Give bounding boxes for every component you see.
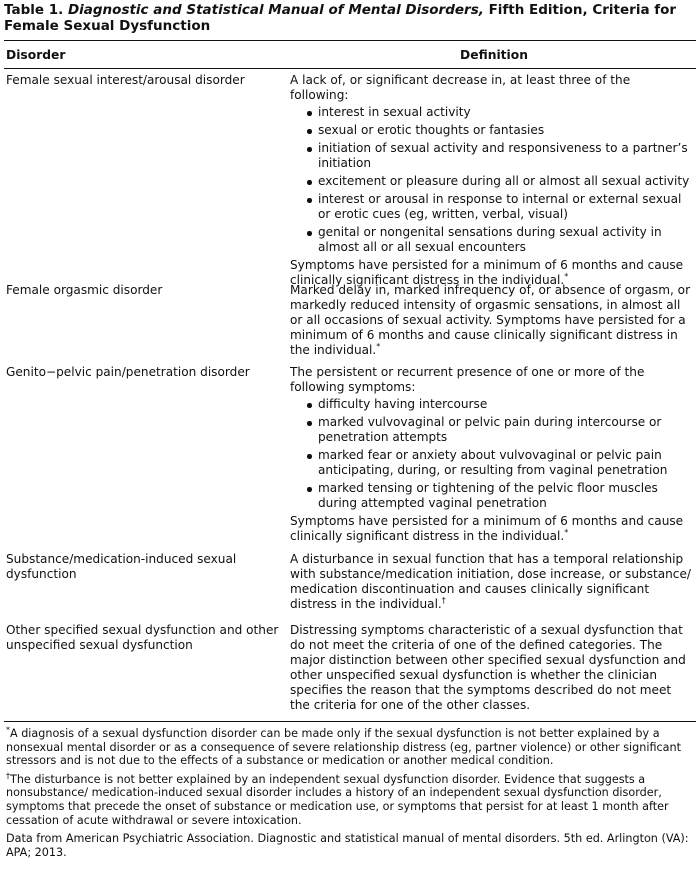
table-row bbox=[4, 623, 696, 721]
footnote-mark: * bbox=[6, 725, 10, 735]
footnote-mark: * bbox=[376, 341, 381, 351]
footnote-text: The disturbance is not better explained by an independent sexual dysfunction disorder. Evidence that suggests a nonsubstance/ medication-induced sexual disorder includes a history of an independent sexual dysfunction disorder, symptoms that precede the onset of substance or medication use, or symptoms that persist for at least 1 month after cessation of acute withdrawal or severe intoxication. bbox=[6, 772, 669, 827]
table-label: Table 1. bbox=[4, 2, 64, 18]
header-disorder: Disorder bbox=[6, 47, 66, 62]
definition-cell bbox=[290, 623, 696, 721]
list-item: excitement or pleasure during all or almost all sexual activity bbox=[306, 174, 692, 189]
list-item: interest in sexual activity bbox=[306, 105, 692, 120]
disorder-cell: Genito−pelvic pain/penetration disorder bbox=[6, 365, 250, 379]
definition-intro: Distressing symptoms characteristic of a sexual dysfunction that do not meet the criteria of one of the defined categories. The major distinction between other specified sexual dysfunction and other unspecified sexual dysfunction is whether the clinician specifies the reason that the symptoms described do not meet the criteria for one of the other classes. bbox=[290, 623, 686, 712]
table-caption bbox=[4, 3, 696, 34]
outro-text: Symptoms have persisted for a minimum of 6 months and cause clinically significant distress in the individual. bbox=[290, 258, 684, 287]
footnote-1 bbox=[4, 727, 696, 768]
bottom-rule bbox=[4, 721, 696, 722]
footnote-mark: † bbox=[441, 595, 446, 605]
table-footnotes bbox=[4, 727, 696, 859]
disorder-cell: Substance/medication-induced sexual dysfunction bbox=[6, 552, 237, 581]
source-note: Data from American Psychiatric Association. Diagnostic and statistical manual of mental disorders. 5th ed. Arlington (VA): APA; 2013. bbox=[6, 832, 689, 859]
definition-intro: The persistent or recurrent presence of one or more of the following symptoms: bbox=[290, 365, 645, 394]
table-row bbox=[4, 552, 696, 623]
caption-title-rest: Fifth Edition, Criteria for Female Sexual Dysfunction bbox=[4, 2, 677, 34]
table-row bbox=[4, 365, 696, 552]
list-item: difficulty having intercourse bbox=[306, 397, 692, 412]
definition-cell bbox=[290, 365, 696, 552]
definition-intro bbox=[290, 552, 692, 612]
definition-outro bbox=[290, 514, 692, 544]
outro-text: Symptoms have persisted for a minimum of 6 months and cause clinically significant distress in the individual. bbox=[290, 514, 684, 543]
definition-cell bbox=[290, 552, 696, 623]
list-item: marked tensing or tightening of the pelvic floor muscles during attempted vaginal penetration bbox=[306, 481, 692, 511]
footnote-mark: * bbox=[564, 527, 569, 537]
list-item: genital or nongenital sensations during sexual activity in almost all or all sexual encounters bbox=[306, 225, 692, 255]
list-item: interest or arousal in response to internal or external sexual or erotic cues (eg, written, verbal, visual) bbox=[306, 192, 692, 222]
list-item: sexual or erotic thoughts or fantasies bbox=[306, 123, 692, 138]
definition-intro: A lack of, or significant decrease in, at least three of the following: bbox=[290, 73, 631, 102]
criteria-list bbox=[290, 105, 692, 255]
footnote-2 bbox=[4, 773, 696, 827]
definition-intro bbox=[290, 283, 692, 358]
table-row bbox=[4, 69, 696, 287]
footnote-mark: † bbox=[6, 771, 10, 781]
intro-text: Marked delay in, marked infrequency of, or absence of orgasm, or markedly reduced intensity of orgasmic sensations, in almost all or all occasions of sexual activity. Symptoms have persisted for a minimum of 6 months and cause clinically significant distress in the individual. bbox=[290, 283, 691, 357]
caption-title-italic: Diagnostic and Statistical Manual of Mental Disorders, bbox=[67, 2, 484, 18]
list-item: initiation of sexual activity and responsiveness to a partner’s initiation bbox=[306, 141, 692, 171]
disorder-cell: Female sexual interest/arousal disorder bbox=[6, 73, 245, 87]
disorder-cell: Female orgasmic disorder bbox=[6, 283, 163, 297]
header-definition: Definition bbox=[460, 47, 528, 62]
list-item: marked fear or anxiety about vulvovaginal or pelvic pain anticipating, during, or resulting from vaginal penetration bbox=[306, 448, 692, 478]
definition-cell bbox=[290, 283, 696, 365]
footnote-mark: * bbox=[564, 271, 569, 281]
list-item: marked vulvovaginal or pelvic pain during intercourse or penetration attempts bbox=[306, 415, 692, 445]
criteria-list bbox=[290, 397, 692, 511]
definition-cell bbox=[290, 73, 696, 287]
table-row bbox=[4, 283, 696, 365]
document-page bbox=[0, 3, 700, 879]
intro-text: A disturbance in sexual function that has a temporal relationship with substance/medication initiation, dose increase, or substance/ medication discontinuation and causes clinically significant distress in the individual. bbox=[290, 552, 691, 611]
footnote-text: A diagnosis of a sexual dysfunction disorder can be made only if the sexual dysfunction is not better explained by a nonsexual mental disorder or as a consequence of severe relationship distress (eg, partner violence) or other significant stressors and is not due to the effects of a substance or medication or another medical condition. bbox=[6, 727, 681, 768]
disorder-cell: Other specified sexual dysfunction and other unspecified sexual dysfunction bbox=[6, 623, 279, 652]
table-header bbox=[4, 41, 696, 68]
